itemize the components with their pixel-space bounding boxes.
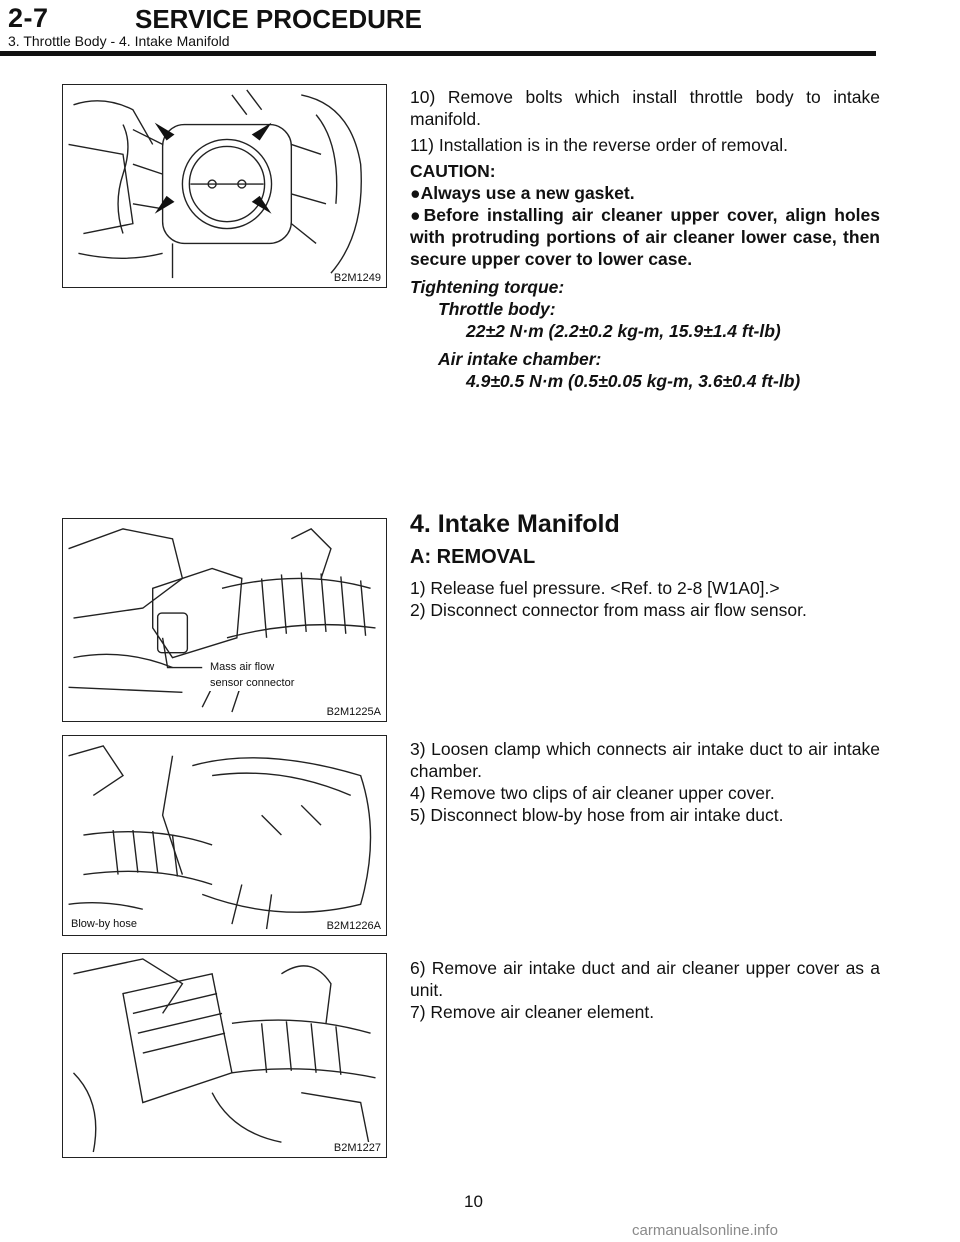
step-10: 10) Remove bolts which install throttle body to intake manifold. bbox=[410, 87, 880, 129]
caution-item-2: ●Before installing air cleaner upper cover, align holes with protruding portions of air cleaner lower case, then secure upper cover to lower case. bbox=[410, 205, 880, 269]
breadcrumb: 3. Throttle Body - 4. Intake Manifold bbox=[8, 33, 230, 49]
section-title: 4. Intake Manifold bbox=[410, 510, 620, 538]
page-number: 10 bbox=[464, 1192, 483, 1211]
caution-label: CAUTION: bbox=[410, 161, 496, 181]
step-5: 5) Disconnect blow-by hose from air intake duct. bbox=[410, 805, 784, 825]
step-11: 11) Installation is in the reverse order of removal. bbox=[410, 135, 789, 155]
header-divider bbox=[0, 51, 876, 56]
figure-code: B2M1227 bbox=[333, 1142, 381, 1154]
torque-throttle-label: Throttle body: bbox=[438, 299, 556, 319]
throttle-body-illustration bbox=[63, 85, 386, 287]
figure-air-cleaner-cover bbox=[62, 953, 387, 1158]
procedure-block-throttle-body bbox=[410, 86, 880, 392]
step-3: 3) Loosen clamp which connects air intake duct to air intake chamber. bbox=[410, 739, 880, 781]
bullet-icon: ● bbox=[410, 183, 421, 203]
figure-throttle-body bbox=[62, 84, 387, 288]
step-2: 2) Disconnect connector from mass air flow sensor. bbox=[410, 600, 807, 620]
torque-chamber-label: Air intake chamber: bbox=[438, 349, 602, 369]
torque-throttle-value: 22±2 N·m (2.2±0.2 kg-m, 15.9±1.4 ft-lb) bbox=[466, 321, 781, 341]
procedure-block-removal-1 bbox=[410, 577, 880, 621]
step-6: 6) Remove air intake duct and air cleaner upper cover as a unit. bbox=[410, 958, 880, 1000]
step-7: 7) Remove air cleaner element. bbox=[410, 1002, 655, 1022]
torque-chamber-value: 4.9±0.5 N·m (0.5±0.05 kg-m, 3.6±0.4 ft-lb) bbox=[466, 371, 801, 391]
section-code: 2-7 bbox=[8, 3, 49, 33]
torque-heading: Tightening torque: bbox=[410, 277, 565, 297]
subsection-title: A: REMOVAL bbox=[410, 546, 536, 568]
figure-maf-connector bbox=[62, 518, 387, 722]
watermark: carmanualsonline.info bbox=[632, 1222, 778, 1239]
figure-blow-by-hose bbox=[62, 735, 387, 936]
step-1: 1) Release fuel pressure. <Ref. to 2-8 [W1A0].> bbox=[410, 578, 780, 598]
callout-maf-line1: Mass air flow bbox=[210, 661, 275, 673]
callout-blow-by-hose: Blow-by hose bbox=[71, 918, 138, 930]
procedure-block-removal-2 bbox=[410, 738, 880, 826]
figure-code: B2M1249 bbox=[333, 272, 381, 284]
figure-code: B2M1225A bbox=[326, 706, 381, 718]
bullet-icon: ● bbox=[410, 205, 424, 225]
caution-item-1: ●Always use a new gasket. bbox=[410, 183, 635, 203]
procedure-block-removal-3 bbox=[410, 957, 880, 1023]
step-4: 4) Remove two clips of air cleaner upper cover. bbox=[410, 783, 775, 803]
callout-maf-line2: sensor connector bbox=[210, 677, 295, 689]
blow-by-hose-illustration bbox=[63, 736, 386, 935]
page-title: SERVICE PROCEDURE bbox=[135, 4, 423, 34]
figure-code: B2M1226A bbox=[326, 920, 381, 932]
air-cleaner-cover-illustration bbox=[63, 954, 386, 1157]
